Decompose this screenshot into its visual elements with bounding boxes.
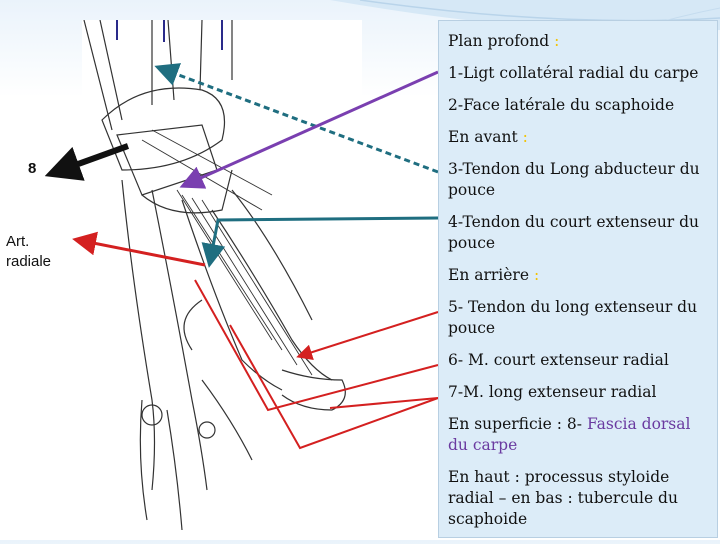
plan-profond-heading	[448, 31, 709, 52]
wrist-anatomy-drawing	[82, 20, 362, 540]
en-avant-text: En avant	[448, 128, 518, 146]
avant-colon: :	[522, 128, 528, 146]
item-1: 1-Ligt collatéral radial du carpe	[448, 64, 699, 82]
item-6: 6- M. court extenseur radial	[448, 351, 669, 369]
label-8: 8	[28, 160, 37, 177]
hand-illustration	[82, 20, 362, 540]
arriere-colon: :	[533, 266, 540, 284]
label-radiale: radiale	[6, 253, 52, 270]
label-art: Art.	[6, 233, 30, 250]
item-3: 3-Tendon du Long abducteur du pouce	[448, 160, 700, 199]
legend-panel	[438, 20, 718, 538]
item-4: 4-Tendon du court extenseur du pouce	[448, 213, 700, 252]
label-art-radiale	[6, 232, 51, 272]
item-7: 7-M. long extenseur radial	[448, 383, 657, 401]
plan-colon: :	[554, 32, 560, 50]
en-avant-heading	[448, 127, 709, 148]
en-arriere-text: En arrière	[448, 266, 529, 284]
superficie-term: Fascia dorsal du carpe	[448, 415, 691, 454]
superficie-prefix: En superficie : 8-	[448, 415, 582, 433]
item-2: 2-Face latérale du scaphoide	[448, 96, 675, 114]
superficie-line	[448, 414, 709, 456]
en-arriere-heading	[448, 265, 709, 286]
plan-profond-text: Plan profond	[448, 32, 550, 50]
haut-bas-line: En haut : processus styloide radial – en bas : tubercule du scaphoide	[448, 468, 678, 528]
item-5: 5- Tendon du long extenseur du pouce	[448, 298, 698, 337]
